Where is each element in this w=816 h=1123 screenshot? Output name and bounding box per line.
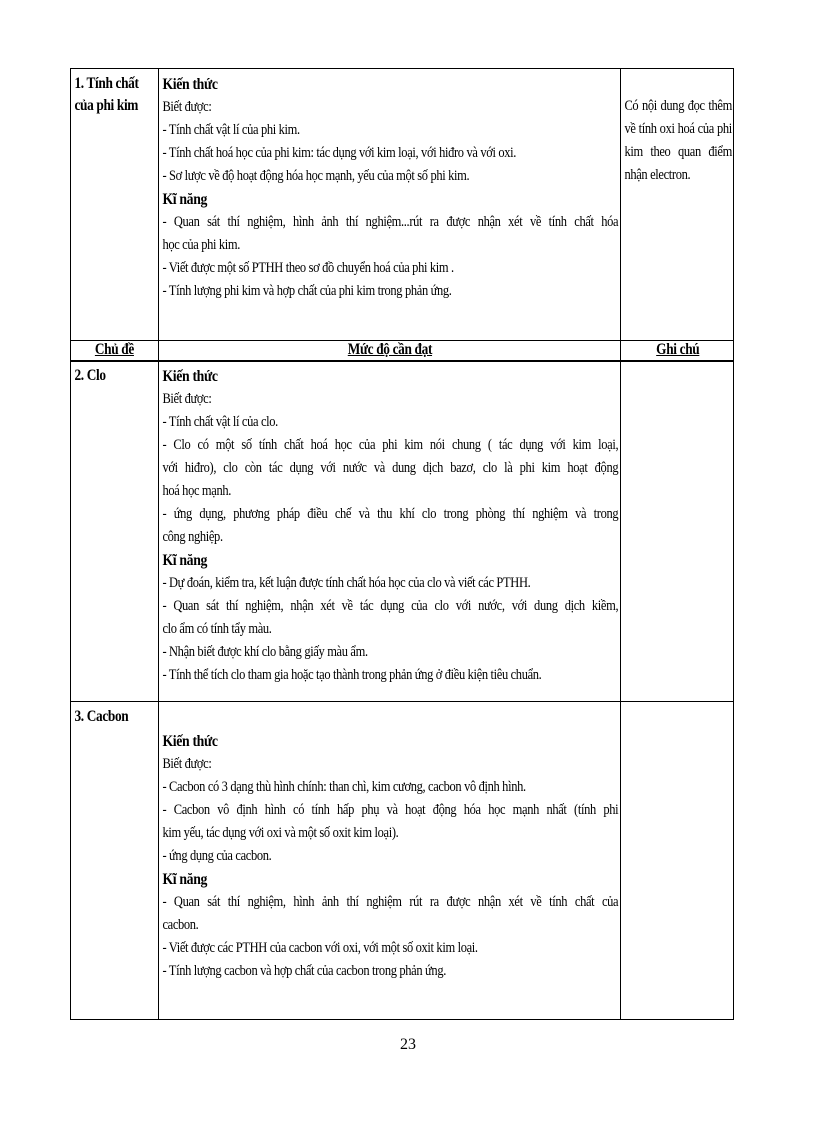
knowledge-line: kim yếu, tác dụng với oxi và một số oxit kim loại).	[162, 825, 399, 841]
skills-line: - Viết được một số PTHH theo sơ đồ chuyển hoá của phi kim .	[162, 260, 454, 276]
skills-line: - Quan sát thí nghiệm, hình ảnh thí nghiệm...rút ra được nhận xét về tính chất hóa	[162, 214, 619, 230]
header-notes: Ghi chú	[656, 341, 700, 358]
skills-line: - Tính lượng phi kim và hợp chất của phi kim trong phản ứng.	[162, 283, 452, 299]
row-2-content	[159, 361, 622, 701]
skills-line: - Tính lượng cacbon và hợp chất của cacbon trong phản ứng.	[162, 963, 446, 979]
understand-label: Biết được:	[162, 391, 212, 407]
skills-heading: Kĩ năng	[162, 871, 208, 888]
skills-heading: Kĩ năng	[162, 552, 208, 569]
knowledge-line: công nghiệp.	[162, 529, 223, 545]
header-topic: Chủ đề	[94, 341, 134, 358]
knowledge-line: với hiđro), clo còn tác dụng với nước và dung dịch bazơ, clo là phi kim hoạt động	[162, 460, 619, 476]
row-1-topic: 1. Tính chất của phi kim	[74, 75, 139, 114]
skills-line: cacbon.	[162, 917, 199, 933]
knowledge-line: - Cacbon vô định hình có tính hấp phụ và hoạt động hóa học mạnh nhất (tính phi	[162, 802, 619, 818]
row-3-note	[621, 702, 735, 706]
knowledge-line: - Tính chất hoá học của phi kim: tác dụng với kim loại, với hiđro và với oxi.	[162, 145, 517, 161]
knowledge-heading: Kiến thức	[162, 76, 218, 93]
skills-line: - Viết được các PTHH của cacbon với oxi, với một số oxit kim loại.	[162, 940, 478, 956]
skills-heading: Kĩ năng	[162, 191, 208, 208]
curriculum-table	[70, 68, 734, 1020]
skills-line: - Tính thể tích clo tham gia hoặc tạo thành trong phản ứng ở điều kiện tiêu chuẩn.	[162, 667, 542, 683]
header-requirements: Mức độ cần đạt	[347, 341, 433, 358]
row-1-note: Có nội dung đọc thêm về tính oxi hoá của phi kim theo quan điểm nhận electron.	[624, 98, 732, 183]
skills-line: học của phi kim.	[162, 237, 241, 253]
skills-line: - Nhận biết được khí clo bằng giấy màu ẩm.	[162, 644, 368, 660]
skills-line: - Dự đoán, kiểm tra, kết luận được tính chất hóa học của clo và viết các PTHH.	[162, 575, 531, 591]
knowledge-line: - Cacbon có 3 dạng thù hình chính: than chì, kim cương, cacbon vô định hình.	[162, 779, 526, 795]
skills-line: - Quan sát thí nghiệm, hình ảnh thí nghiệm rút ra được nhận xét về tính chất của	[162, 894, 619, 910]
knowledge-line: - Tính chất vật lí của phi kim.	[162, 122, 300, 138]
knowledge-heading: Kiến thức	[162, 368, 218, 385]
row-2-topic: 2. Clo	[74, 367, 106, 384]
page-number: 23	[400, 1036, 416, 1053]
knowledge-line: - Tính chất vật lí của clo.	[162, 414, 278, 430]
knowledge-line: - Clo có một số tính chất hoá học của phi kim nói chung ( tác dụng với kim loại,	[162, 437, 619, 453]
row-3-content	[159, 726, 622, 983]
understand-label: Biết được:	[162, 756, 212, 772]
row-1-content	[159, 69, 622, 303]
skills-line: clo ẩm có tính tẩy màu.	[162, 621, 272, 637]
row-2-note	[621, 361, 735, 365]
row-3-topic: 3. Cacbon	[74, 708, 129, 725]
knowledge-line: - ứng dụng của cacbon.	[162, 848, 272, 864]
knowledge-line: hoá học mạnh.	[162, 483, 232, 499]
understand-label: Biết được:	[162, 99, 212, 115]
knowledge-line: - ứng dụng, phương pháp điều chế và thu khí clo trong phòng thí nghiệm và trong	[162, 506, 619, 522]
skills-line: - Quan sát thí nghiệm, nhận xét về tác dụng của clo với nước, với dung dịch kiềm,	[162, 598, 619, 614]
knowledge-heading: Kiến thức	[162, 733, 218, 750]
knowledge-line: - Sơ lược về độ hoạt động hóa học mạnh, yếu của một số phi kim.	[162, 168, 470, 184]
